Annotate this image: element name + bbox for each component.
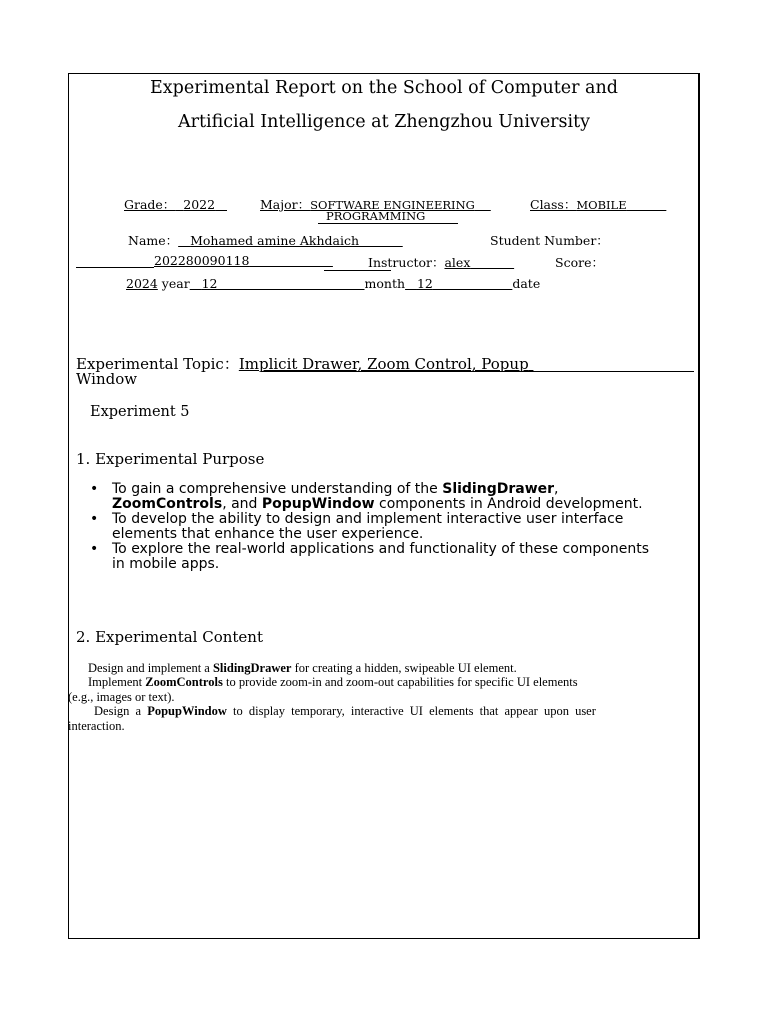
- student-number-underline-left: [76, 267, 154, 268]
- year-label: year: [161, 276, 190, 291]
- student-number-value: 202280090118: [154, 253, 250, 268]
- content-keyword: ZoomControls: [145, 675, 223, 689]
- content-item-1: Design and implement a SlidingDrawer for creating a hidden, swipeable UI element.: [88, 661, 517, 675]
- purpose-keyword: SlidingDrawer: [442, 481, 555, 497]
- purpose-text: To gain a comprehensive understanding of the: [112, 481, 443, 497]
- student-number-label: Student Number：: [490, 233, 609, 248]
- content-item-3: Design a PopupWindow to display temporary, interactive UI elements that appear upon user: [94, 704, 596, 718]
- section-heading-content: 2. Experimental Content: [76, 628, 263, 646]
- content-item-2: Implement ZoomControls to provide zoom-in and zoom-out capabilities for specific UI elements: [88, 675, 578, 689]
- name-label: Name：: [128, 233, 179, 248]
- name-value: Mohamed amine Akhdaich: [190, 233, 359, 248]
- major-value: SOFTWARE ENGINEERING: [310, 198, 475, 212]
- score-label: Score：: [555, 255, 604, 270]
- experiment-number: Experiment 5: [90, 404, 190, 420]
- class-label: Class：: [530, 197, 577, 212]
- list-item: [90, 542, 660, 572]
- purpose-text: To explore the real-world applications and functionality of these components in mobile apps.: [112, 541, 650, 572]
- list-item: [90, 482, 660, 512]
- student-number-field: [154, 253, 333, 268]
- topic-underline: [262, 371, 694, 372]
- month-value: 12: [201, 276, 218, 291]
- bullet-icon: •: [90, 541, 99, 557]
- instructor-value: alex: [444, 255, 471, 270]
- list-item: [90, 512, 660, 542]
- content-item-2-continued: (e.g., images or text).: [68, 690, 175, 704]
- name-field: [128, 231, 403, 249]
- topic-text: Implicit Drawer, Zoom Control, Popup: [238, 355, 529, 373]
- purpose-keyword: ZoomControls: [112, 496, 223, 512]
- purpose-text: components in Android development.: [374, 496, 643, 512]
- section-heading-purpose: 1. Experimental Purpose: [76, 450, 265, 468]
- class-underline: [318, 223, 458, 224]
- class-value: MOBILE: [576, 198, 627, 212]
- topic-text-continued: Window: [76, 370, 138, 388]
- topic-label: Experimental Topic：: [76, 355, 239, 373]
- major-label: Major：: [260, 197, 311, 212]
- content-keyword: SlidingDrawer: [212, 661, 292, 675]
- purpose-list: [90, 482, 660, 572]
- month-label: month: [364, 276, 406, 291]
- content-item-3-continued: interaction.: [68, 719, 125, 733]
- instructor-label: Instructor：: [368, 255, 445, 270]
- date-label: date: [512, 276, 541, 291]
- bullet-icon: •: [90, 481, 99, 497]
- grade-label: Grade：: [124, 197, 176, 212]
- date-field: [126, 276, 540, 291]
- purpose-keyword: PopupWindow: [261, 496, 375, 512]
- class-field: [530, 195, 666, 213]
- bullet-icon: •: [90, 511, 99, 527]
- grade-value: 2022: [183, 197, 216, 212]
- report-title-line1: Experimental Report on the School of Computer and: [150, 78, 618, 98]
- content-keyword: PopupWindow: [147, 704, 227, 718]
- grade-field: [124, 195, 227, 213]
- date-value: 12: [416, 276, 433, 291]
- report-title-line2: Artificial Intelligence at Zhengzhou University: [177, 112, 591, 132]
- purpose-text: To develop the ability to design and implement interactive user interface elements that enhance the user experience.: [112, 511, 624, 542]
- year-value: 2024: [126, 276, 158, 291]
- purpose-text: ,: [554, 481, 559, 497]
- instructor-field: [368, 253, 514, 271]
- purpose-text: , and: [222, 496, 262, 512]
- class-value-continued: PROGRAMMING: [326, 209, 426, 223]
